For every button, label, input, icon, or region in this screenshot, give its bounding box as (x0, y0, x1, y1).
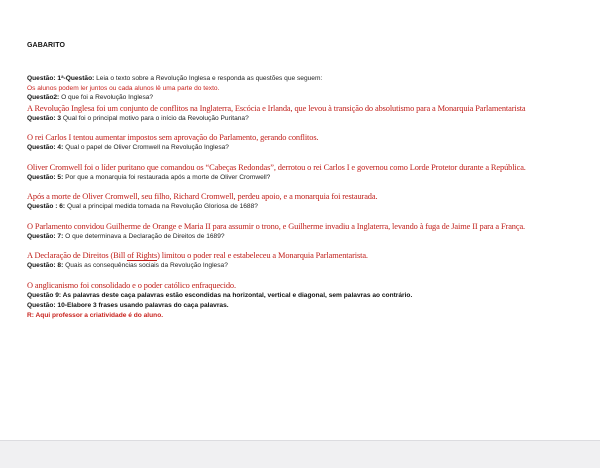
question-2-text: O que foi a Revolução Inglesa? (59, 94, 154, 101)
answer-7 (27, 250, 593, 261)
question-5-text: Por que a monarquia foi restaurada após a morte de Oliver Cromwell? (63, 173, 271, 181)
answer-2: A Revolução Inglesa foi um conjunto de conflitos na Inglaterra, Escócia e Irlanda, que levou à transição do absolutismo para a Monarquia Parlamentarista (27, 103, 526, 113)
question-4 (27, 143, 593, 153)
question-9: Questão 9: As palavras deste caça palavras estão escondidas na horizontal, vertical e diagonal, sem palavras ao contrário. (27, 291, 413, 299)
question-3-text: Qual foi o principal motivo para o início da Revolução Puritana? (61, 114, 249, 122)
question-10: Questão: 10-Elabore 3 frases usando palavras do caça palavras. (27, 301, 229, 309)
question-8-label: Questão: 8: (27, 262, 64, 269)
question-8-text: Quais as consequências sociais da Revolução Inglesa? (63, 262, 228, 269)
reading-note: Os alunos podem ler juntos ou cada alunos lê uma parte do texto. (27, 84, 220, 92)
question-1-text: Leia o texto sobre a Revolução Inglesa e responda as questões que seguem: (94, 75, 323, 82)
question-6 (27, 202, 593, 212)
question-2 (27, 93, 593, 103)
page-bottom-edge (0, 440, 600, 468)
answer-key-content (27, 74, 593, 321)
question-1 (27, 74, 593, 84)
question-6-text: Qual a principal medida tomada na Revolução Gloriosa de 1688? (65, 203, 258, 210)
answer-4: Oliver Cromwell foi o líder puritano que comandou os “Cabeças Redondas”, derrotou o rei Carlos I e governou como Lorde Protetor durante a República. (27, 162, 526, 172)
answer-7-end: ) limitou o poder real e estabeleceu a Monarquia Parlamentarista. (157, 251, 368, 260)
question-5-label: Questão: 5: (27, 173, 64, 181)
question-3 (27, 114, 593, 124)
page-title: GABARITO (27, 42, 66, 49)
question-7-label: Questão: 7: (27, 232, 64, 240)
question-6-label: Questão : 6: (27, 203, 66, 210)
answer-5: Após a morte de Oliver Cromwell, seu filho, Richard Cromwell, perdeu apoio, e a monarquia foi restaurada. (27, 192, 378, 201)
answer-6: O Parlamento convidou Guilherme de Orange e Maria II para assumir o trono, e Guilherme invadiu a Inglaterra, levando à fuga de Jaime II para a França. (27, 221, 526, 231)
question-3-label: Questão: 3 (27, 114, 62, 122)
answer-8: O anglicanismo foi consolidado e o poder católico enfraquecido. (27, 280, 236, 290)
final-answer: R: Aqui professor a criatividade é do aluno. (27, 311, 164, 319)
question-4-text: Qual o papel de Oliver Cromwell na Revolução Inglesa? (63, 144, 229, 151)
answer-7-marked-text: of Rights (127, 251, 158, 260)
question-5 (27, 173, 593, 183)
question-7-text: O que determinava a Declaração de Direitos de 1689? (63, 232, 225, 240)
question-1-label: Questão: 1ª-Questão: (27, 75, 95, 82)
answer-3: O rei Carlos I tentou aumentar impostos sem aprovação do Parlamento, gerando conflitos. (27, 133, 319, 142)
question-2-label: Questão2: (27, 94, 60, 101)
answer-7-start: A Declaração de Direitos (Bill (27, 251, 128, 260)
question-4-label: Questão: 4: (27, 144, 64, 151)
question-7 (27, 232, 593, 242)
question-8 (27, 261, 593, 271)
